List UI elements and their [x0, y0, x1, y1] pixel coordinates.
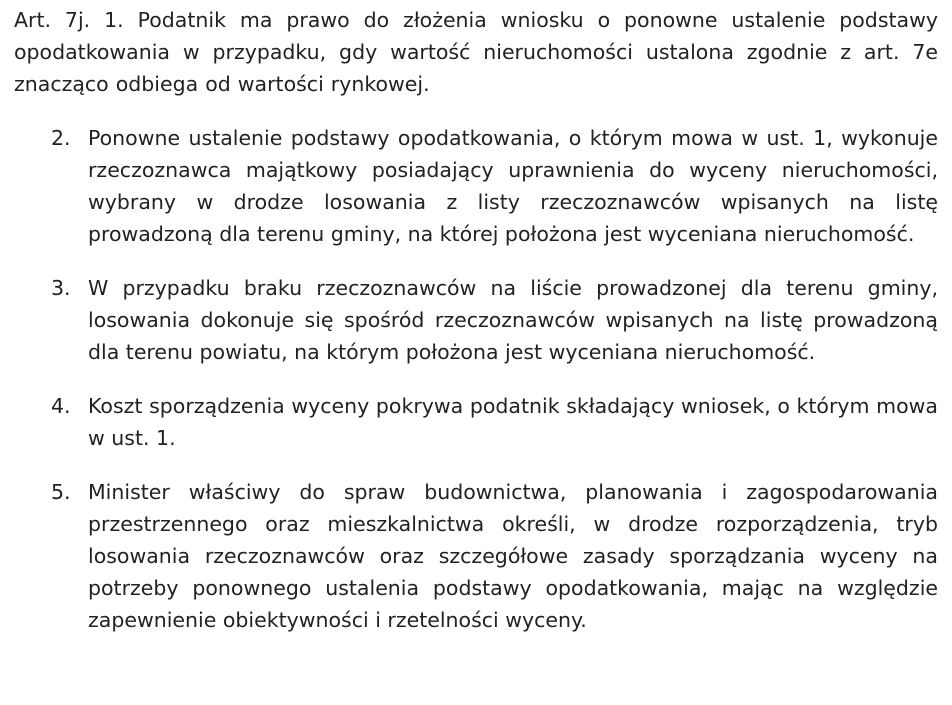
article-point [14, 272, 938, 368]
article-point [14, 476, 938, 636]
point-text: W przypadku braku rzeczoznawców na liście prowadzonej dla terenu gminy, losowania dokonuje się spośród rzeczoznawców wpisanych na listę prowadzoną dla terenu powiatu, na którym położona jest wyceniana nieruchomość. [88, 276, 938, 364]
point-number: 5. [51, 480, 71, 504]
point-number: 4. [51, 394, 71, 418]
article-point [14, 122, 938, 250]
point-number: 3. [51, 276, 71, 300]
article-points-list [14, 122, 938, 636]
point-text: Ponowne ustalenie podstawy opodatkowania, o którym mowa w ust. 1, wykonuje rzeczoznawca majątkowy posiadający uprawnienia do wyceny nieruchomości, wybrany w drodze losowania z listy rzeczoznawców wpisanych na listę prowadzoną dla terenu gminy, na której położona jest wyceniana nieruchomość. [88, 126, 938, 246]
point-text: Minister właściwy do spraw budownictwa, planowania i zagospodarowania przestrzennego oraz mieszkalnictwa określi, w drodze rozporządzenia, tryb losowania rzeczoznawców oraz szczegółowe zasady sporządzania wyceny na potrzeby ponownego ustalenia podstawy opodatkowania, mając na względzie zapewnienie obiektywności i rzetelności wyceny. [88, 480, 938, 632]
point-number: 2. [51, 126, 71, 150]
article-point [14, 390, 938, 454]
point-text: Koszt sporządzenia wyceny pokrywa podatnik składający wniosek, o którym mowa w ust. 1. [88, 394, 938, 450]
article-intro-paragraph: Art. 7j. 1. Podatnik ma prawo do złożenia wniosku o ponowne ustalenie podstawy opodatkowania w przypadku, gdy wartość nieruchomości ustalona zgodnie z art. 7e znacząco odbiega od wartości rynkowej. [14, 8, 938, 96]
